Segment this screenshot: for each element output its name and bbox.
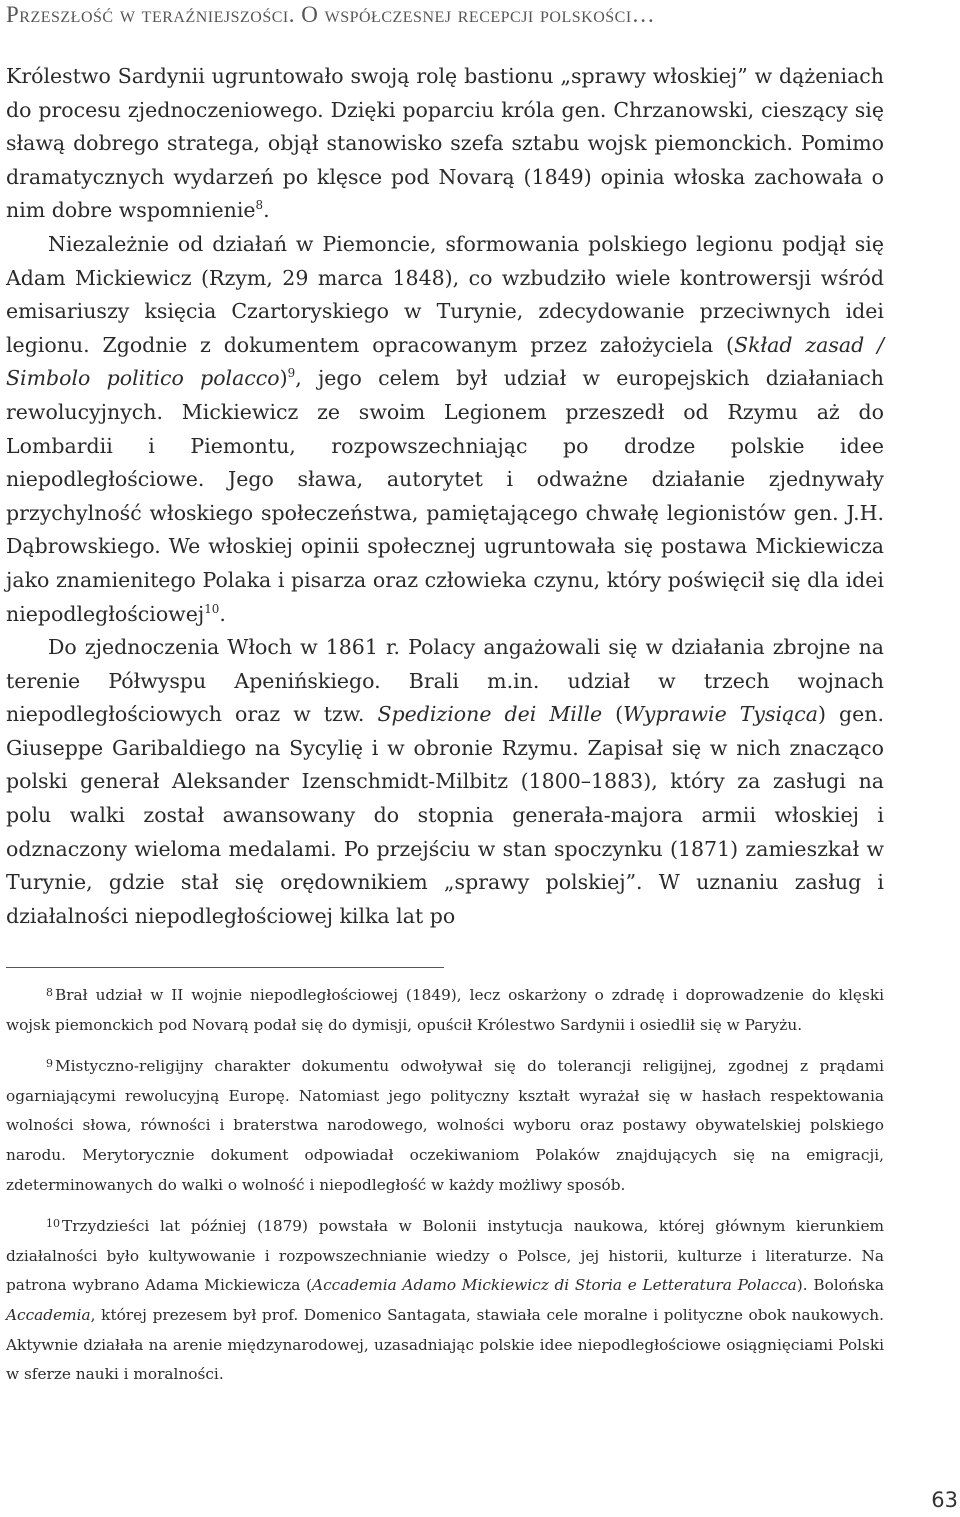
paragraph-3: Do zjednoczenia Włoch w 1861 r. Polacy angażowali się w działania zbrojne na terenie Półwyspu Apenińskiego. Brali m.in. udział w trzech wojnach niepodległościowych oraz w tzw. Spedizione dei Mille (Wyprawie Tysiąca) gen. Giuseppe Garibaldiego na Sycylię i w obronie Rzymu. Zapisał się w nich znacząco polski generał Aleksander Izenschmidt-Milbitz (1800–1883), który za zasługi na polu walki został awansowany do stopnia generała-majora armii włoskiej i odznaczony wieloma medalami. Po przejściu w stan spoczynku (1871) zamieszkał w Turynie, gdzie stał się orędownikiem „sprawy polskiej”. W uznaniu zasług i działalności niepodległościowej kilka lat po	[6, 635, 884, 928]
footnote-8: $^8$ Brał udział w II wojnie niepodległościowej (1849), lecz oskarżony o zdradę i doprowadzenie do klęski wojsk piemonckich pod Novarą podał się do dymisji, opuścił Królestwo Sardynii i osiedlił się w Paryżu.	[6, 986, 884, 1034]
paragraph-2: Niezależnie od działań w Piemoncie, sformowania polskiego legionu podjął się Adam Mickiewicz (Rzym, 29 marca 1848), co wzbudziło wiele kontrowersji wśród emisariuszy księcia Czartoryskiego w Turynie, zdecydowanie przeciwnych idei legionu. Zgodnie z dokumentem opracowanym przez założyciela (Skład zasad / Simbolo politico polacco)$^9$, jego celem był udział w europejskich działaniach rewolucyjnych. Mickiewicz ze swoim Legionem przeszedł od Rzymu aż do Lombardii i Piemontu, rozpowszechniając po drodze polskie idee niepodległościowe. Jego sława, autorytet i odważne działanie zjednywały przychylność włoskiego społeczeństwa, pamiętającego chwałę legionistów gen. J.H. Dąbrowskiego. We włoskiej opinii społecznej ugruntowała się postawa Mickiewicza jako znamienitego Polaka i pisarza oraz człowieka czynu, który poświęcił się dla idei niepodległościowej$^{10}$.	[6, 231, 884, 626]
footnote-number: 8	[46, 986, 53, 999]
body-text	[6, 60, 884, 933]
footnote-number: 10	[46, 1217, 60, 1231]
paragraph-1: Królestwo Sardynii ugruntowało swoją rolę bastionu „sprawy włoskiej” w dążeniach do procesu zjednoczeniowego. Dzięki poparciu króla gen. Chrzanowski, cieszący się sławą dobrego stratega, objął stanowisko szefa sztabu wojsk piemonckich. Pomimo dramatycznych wydarzeń po klęsce pod Novarą (1849) opinia włoska zachowała o nim dobre wspomnienie$^8$.	[6, 64, 884, 223]
footnotes	[6, 978, 884, 1399]
footnote-ref-9[interactable]: 9	[287, 366, 296, 381]
footnote-ref-8[interactable]: 8	[255, 198, 264, 213]
footnote-number: 9	[46, 1057, 53, 1071]
footnote-9: $^9$ Mistyczno-religijny charakter dokumentu odwoływał się do tolerancji religijnej, zgodnej z prądami ogarniającymi rewolucyjną Europę. Natomiast jego polityczny kształt wyrażał się w hasłach respektowania wolności słowa, równości i braterstwa narodowego, wolności wyboru oraz postawy obywatelskiej polskiego narodu. Merytorycznie dokument odpowiadał oczekiwaniom Polaków znajdujących się na emigracji, zdeterminowanych do walki o wolność i niepodległość w każdy możliwy sposób.	[6, 1057, 884, 1194]
page-number: 63	[931, 1488, 958, 1512]
footnote-separator	[6, 967, 444, 968]
footnote-ref-10[interactable]: 10	[204, 601, 220, 616]
footnote-10: $^{10}$ Trzydzieści lat później (1879) powstała w Bolonii instytucja naukowa, której głównym kierunkiem działalności było kultywowanie i rozpowszechnianie wiedzy o Polsce, jej historii, kulturze i literaturze. Na patrona wybrano Adama Mickiewicza (Accademia Adamo Mickiewicz di Storia e Letteratura Polacca). Bolońska Accademia, której prezesem był prof. Domenico Santagata, stawiała cele moralne i polityczne obok naukowych. Aktywnie działała na arenie międzynarodowej, uzasadniając polskie idee niepodległościowe osiągnięciami Polski w sferze nauki i moralności.	[6, 1217, 884, 1384]
running-head: Przeszłość w teraźniejszości. O współczesnej recepcji polskości…	[6, 2, 656, 27]
